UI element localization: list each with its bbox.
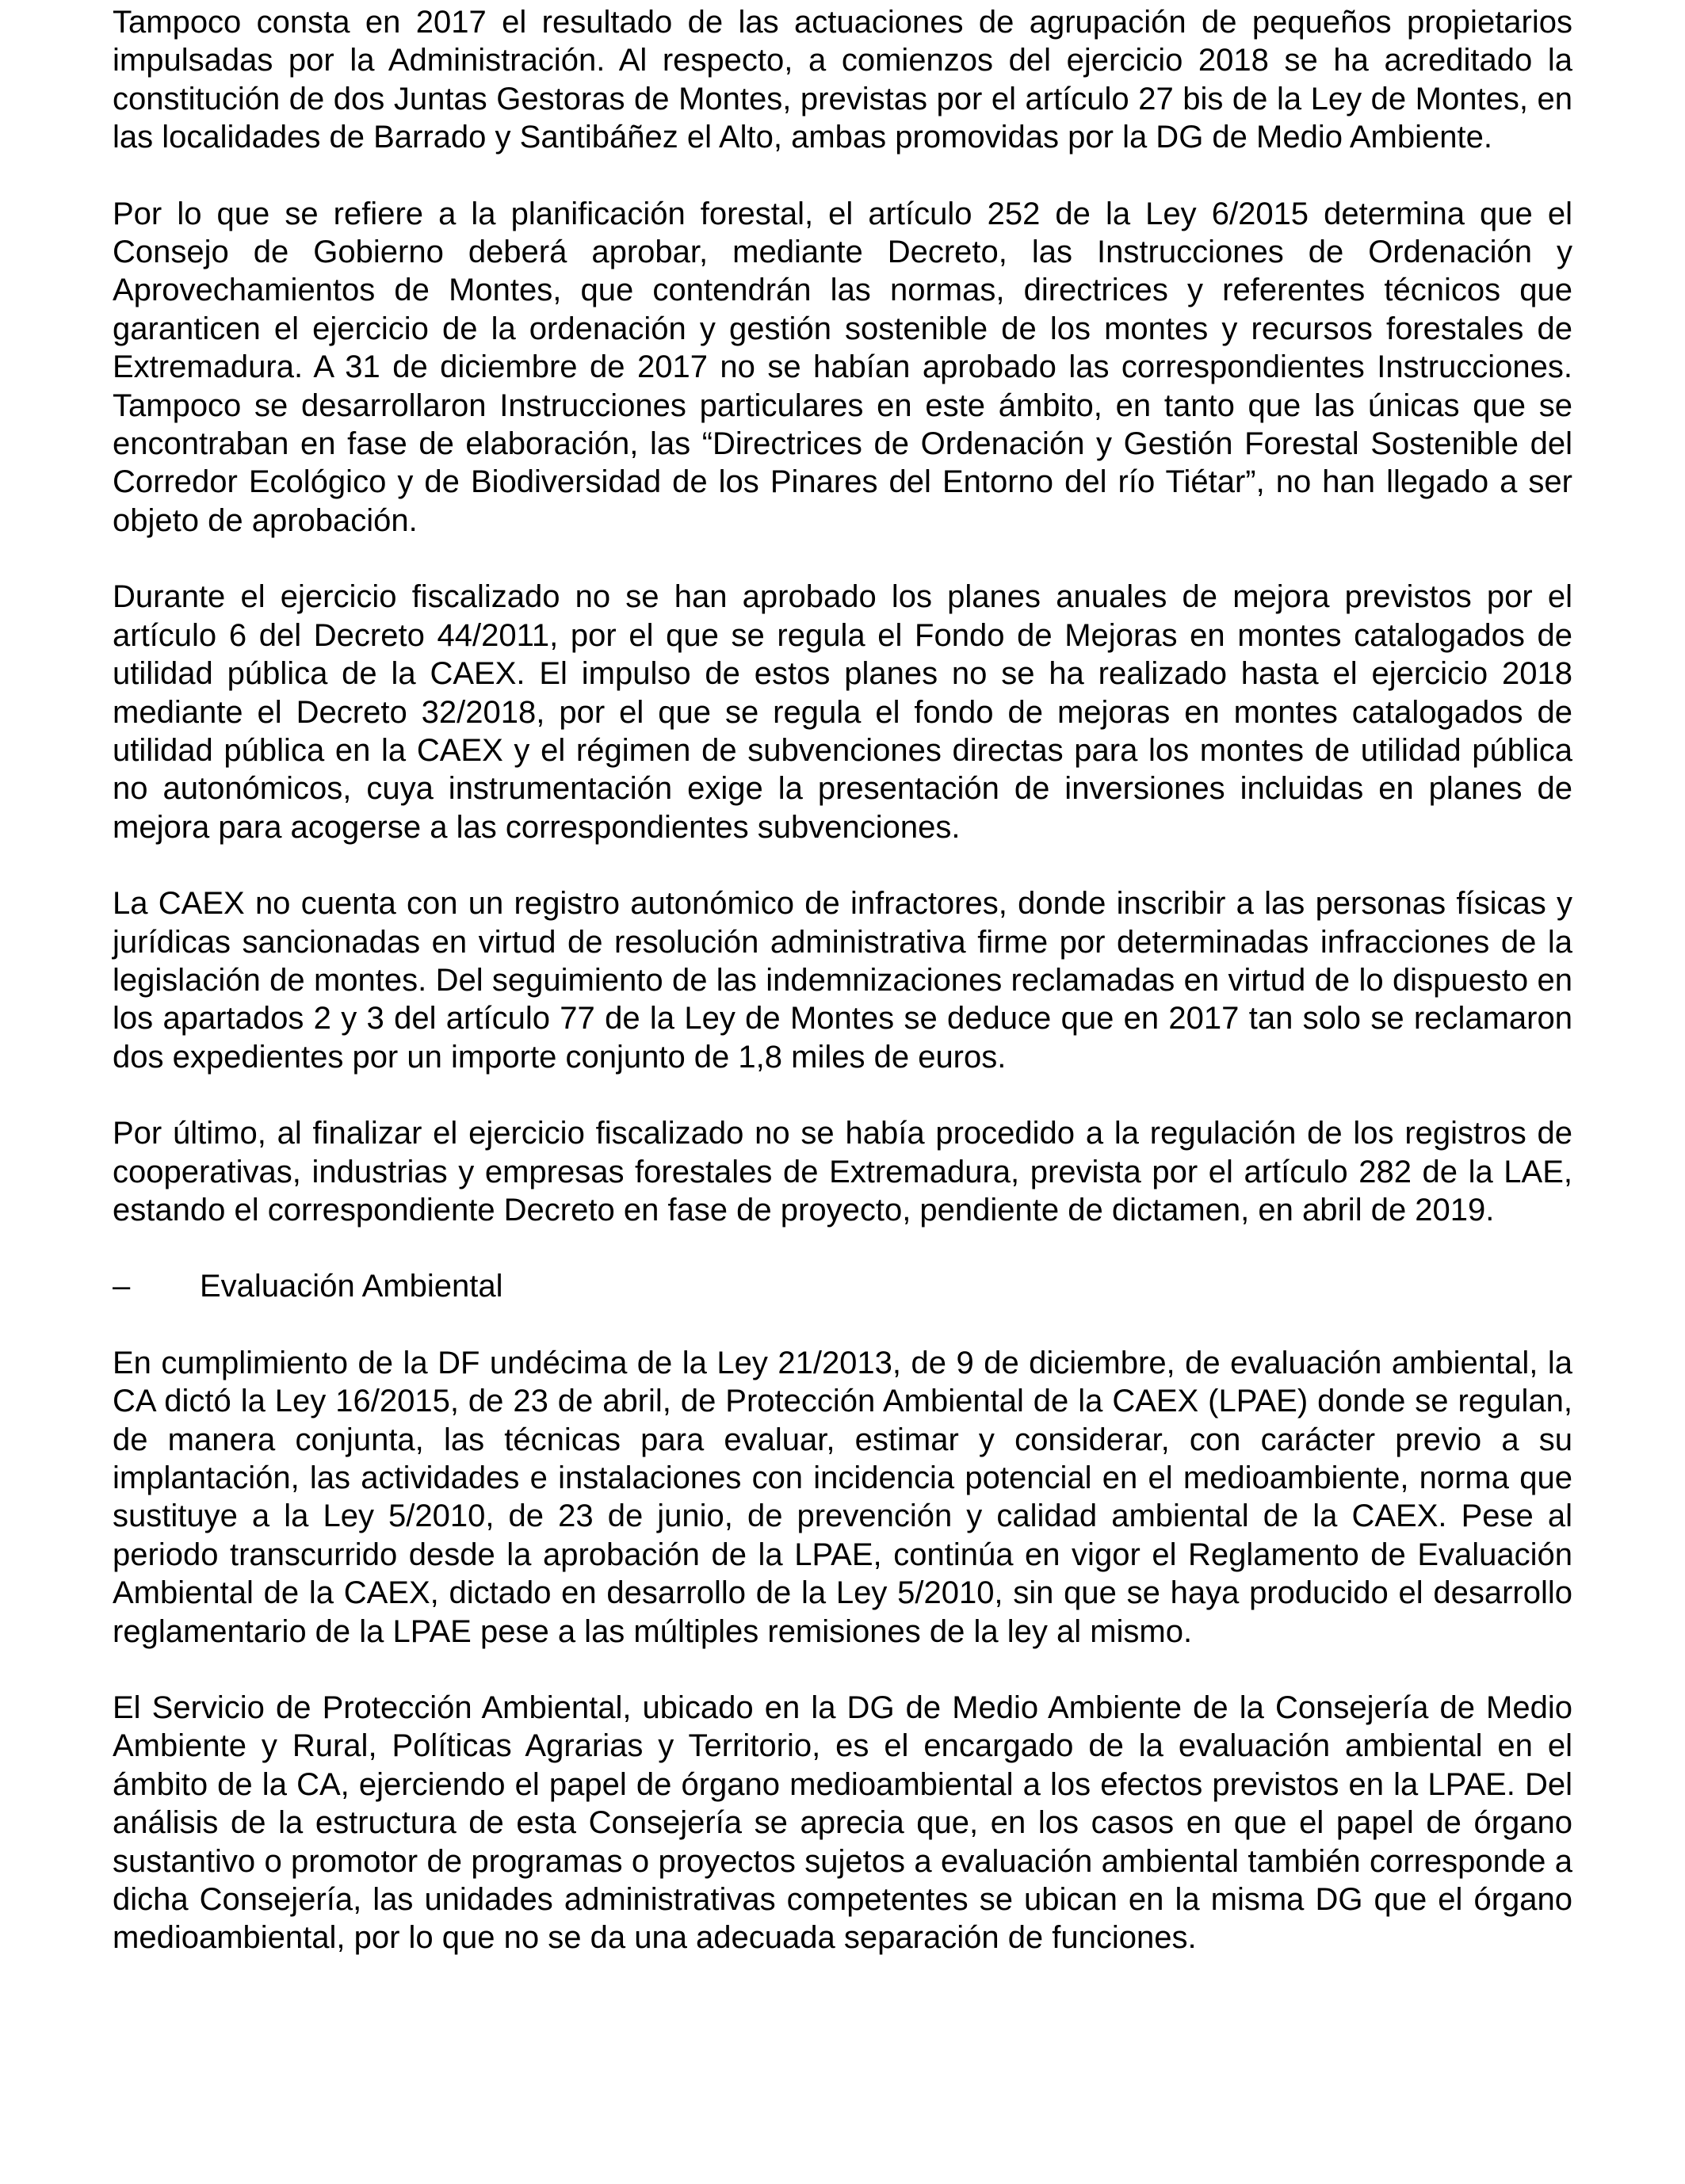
paragraph-servicio-proteccion-ambiental: El Servicio de Protección Ambiental, ubicado en la DG de Medio Ambiente de la Consejería de Medio Ambiente y Rural, Políticas Agrarias y Territorio, es el encargado de la evaluación ambiental en el ámbito de la CA, ejerciendo el papel de órgano medioambiental a los efectos previstos en la LPAE. Del análisis de la estructura de esta Consejería se aprecia que, en los casos en que el papel de órgano sustantivo o promotor de programas o proyectos sujetos a evaluación ambiental también corresponde a dicha Consejería, las unidades administrativas competentes se ubican en la misma DG que el órgano medioambiental, por lo que no se da una adecuada separación de funciones. [113,1690,1572,1956]
paragraph-agrupacion-propietarios: Tampoco consta en 2017 el resultado de las actuaciones de agrupación de pequeños propietarios impulsadas por la Administración. Al respecto, a comienzos del ejercicio 2018 se ha acreditado la constitución de dos Juntas Gestoras de Montes, previstas por el artículo 27 bis de la Ley de Montes, en las localidades de Barrado y Santibáñez el Alto, ambas promovidas por la DG de Medio Ambiente. [113,5,1572,155]
paragraph-planes-mejora: Durante el ejercicio fiscalizado no se han aprobado los planes anuales de mejora previstos por el artículo 6 del Decreto 44/2011, por el que se regula el Fondo de Mejoras en montes catalogados de utilidad pública de la CAEX. El impulso de estos planes no se ha realizado hasta el ejercicio 2018 mediante el Decreto 32/2018, por el que se regula el fondo de mejoras en montes catalogados de utilidad pública en la CAEX y el régimen de subvenciones directas para los montes de utilidad pública no autonómicos, cuya instrumentación exige la presentación de inversiones incluidas en planes de mejora para acogerse a las correspondientes subvenciones. [113,579,1572,845]
paragraph-ley-proteccion-ambiental: En cumplimiento de la DF undécima de la Ley 21/2013, de 9 de diciembre, de evaluación ambiental, la CA dictó la Ley 16/2015, de 23 de abril, de Protección Ambiental de la CAEX (LPAE) donde se regulan, de manera conjunta, las técnicas para evaluar, estimar y considerar, con carácter previo a su implantación, las actividades e instalaciones con incidencia potencial en el medioambiente, norma que sustituye a la Ley 5/2010, de 23 de junio, de prevención y calidad ambiental de la CAEX. Pese al periodo transcurrido desde la aprobación de la LPAE, continúa en vigor el Reglamento de Evaluación Ambiental de la CAEX, dictado en desarrollo de la Ley 5/2010, sin que se haya producido el desarrollo reglamentario de la LPAE pese a las múltiples remisiones de la ley al mismo. [113,1345,1572,1649]
dash-bullet: – [113,1269,131,1304]
section-heading [113,1267,1572,1305]
section-title: Evaluación Ambiental [200,1269,503,1304]
paragraph-registros-cooperativas: Por último, al finalizar el ejercicio fiscalizado no se había procedido a la regulación de los registros de cooperativas, industrias y empresas forestales de Extremadura, prevista por el artículo 282 de la LAE, estando el correspondiente Decreto en fase de proyecto, pendiente de dictamen, en abril de 2019. [113,1116,1572,1228]
document-page [113,3,1572,1995]
paragraph-registro-infractores: La CAEX no cuenta con un registro autonómico de infractores, donde inscribir a las personas físicas y jurídicas sancionadas en virtud de resolución administrativa firme por determinadas infracciones de la legislación de montes. Del seguimiento de las indemnizaciones reclamadas en virtud de lo dispuesto en los apartados 2 y 3 del artículo 77 de la Ley de Montes se deduce que en 2017 tan solo se reclamaron dos expedientes por un importe conjunto de 1,8 miles de euros. [113,886,1572,1075]
paragraph-planificacion-forestal: Por lo que se refiere a la planificación forestal, el artículo 252 de la Ley 6/2015 determina que el Consejo de Gobierno deberá aprobar, mediante Decreto, las Instrucciones de Ordenación y Aprovechamientos de Montes, que contendrán las normas, directrices y referentes técnicos que garanticen el ejercicio de la ordenación y gestión sostenible de los montes y recursos forestales de Extremadura. A 31 de diciembre de 2017 no se habían aprobado las correspondientes Instrucciones. Tampoco se desarrollaron Instrucciones particulares en este ámbito, en tanto que las únicas que se encontraban en fase de elaboración, las “Directrices de Ordenación y Gestión Forestal Sostenible del Corredor Ecológico y de Biodiversidad de los Pinares del Entorno del río Tiétar”, no han llegado a ser objeto de aprobación. [113,196,1572,538]
